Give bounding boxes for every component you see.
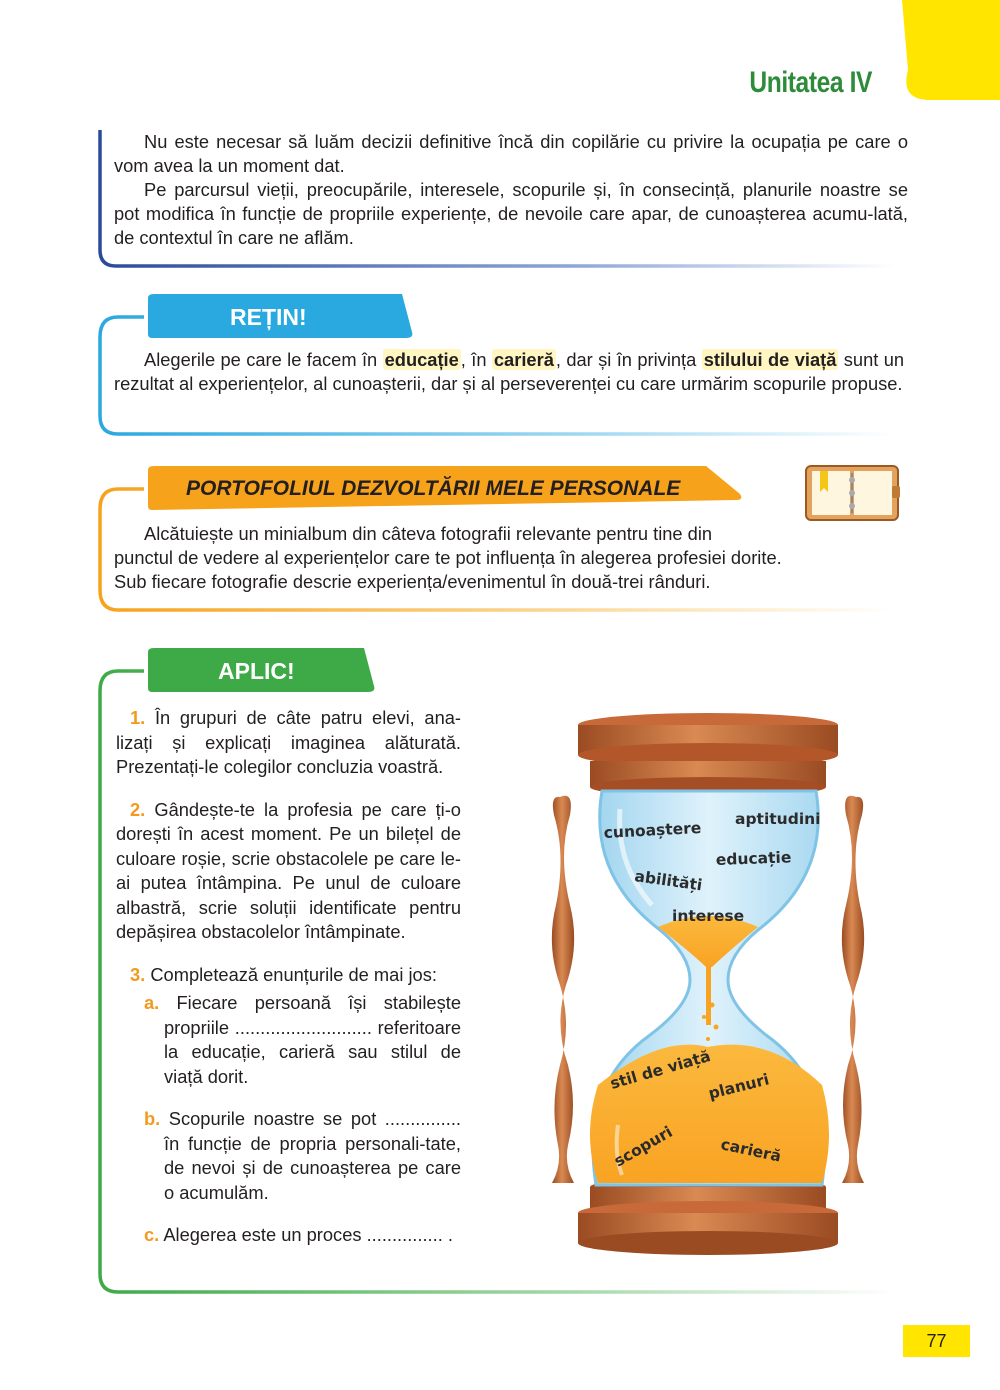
word-scopuri: scopuri: [611, 1122, 676, 1171]
portofoliu-line-2: punctul de vedere al experiențelor care te pot influența în alegerea profesiei dorite.: [114, 547, 782, 568]
word-educatie: educație: [715, 848, 792, 869]
word-stil-de-viata: stil de viață: [608, 1047, 713, 1093]
exercises-column: [116, 706, 461, 1266]
corner-tab: [890, 0, 1000, 100]
word-cunoastere: cunoaștere: [603, 818, 702, 842]
portofoliu-title: PORTOFOLIUL DEZVOLTĂRII MELE PERSONALE: [186, 477, 681, 500]
retin-section: [96, 292, 908, 440]
exercise-3b: [116, 1107, 461, 1205]
word-cariera: carieră: [719, 1135, 783, 1166]
retin-text: , în: [460, 349, 492, 370]
sub-label: c.: [144, 1224, 160, 1245]
exercise-3a: [116, 991, 461, 1089]
retin-title: REȚIN!: [230, 304, 307, 330]
highlight-stil-de-viata: stilului de viață: [703, 349, 837, 370]
highlight-educatie: educație: [384, 349, 459, 370]
unit-title: Unitatea IV: [749, 66, 872, 99]
exercise-3: [116, 963, 461, 988]
retin-text: sunt un rezultat al experiențelor, al cunoașterii, dar și al perseverenței cu care urmărim scopurile propuse.: [114, 349, 905, 394]
exercise-number: 3.: [130, 963, 146, 985]
retin-text: , dar și în privința: [555, 349, 702, 370]
retin-text: Alegerile pe care le facem în: [144, 349, 383, 370]
exercise-2: [116, 798, 461, 945]
portofoliu-section: [96, 464, 908, 616]
exercise-text: În grupuri de câte patru elevi, ana-lizați și explicați imaginea alăturată. Prezentați-le colegilor concluzia voastră.: [116, 707, 461, 777]
retin-paragraph: [114, 348, 904, 396]
intro-paragraph-2: Pe parcursul vieții, preocupările, interesele, scopurile și, în consecință, planurile noastre se pot modifica în funcție de propriile experiențe, de nevoile care apar, de cunoașterea acumu-lată, de contextul în care ne aflăm.: [114, 179, 908, 248]
intro-paragraph-1: Nu este necesar să luăm decizii definitive încă din copilărie cu privire la ocupația pe care o vom avea la un moment dat.: [114, 131, 908, 176]
sub-text: Scopurile noastre se pot ............... în funcție de propria personali-tate, de nevoi și de cunoașterea pe care o acumulăm.: [164, 1108, 461, 1203]
portofoliu-line-3: Sub fiecare fotografie descrie experiența/evenimentul în două-trei rânduri.: [114, 571, 711, 592]
sub-label: a.: [144, 992, 160, 1013]
intro-section: [96, 130, 908, 270]
notebook-icon: [804, 464, 904, 522]
highlight-cariera: carieră: [493, 349, 554, 370]
exercise-1: [116, 706, 461, 780]
word-aptitudini: aptitudini: [735, 810, 821, 828]
page-number: 77: [903, 1325, 970, 1357]
portofoliu-line-1: Alcătuiește un minialbum din câteva fotografii relevante pentru tine din: [144, 523, 713, 544]
word-planuri: planuri: [706, 1070, 772, 1103]
aplic-title: APLIC!: [218, 658, 295, 684]
hourglass-illustration: [540, 705, 875, 1275]
portofoliu-text: [114, 522, 854, 594]
word-abilitati: abilități: [633, 867, 704, 895]
exercise-number: 1.: [130, 707, 146, 728]
sub-text: Alegerea este un proces ............... .: [163, 1224, 453, 1245]
exercise-text: Gândește-te la profesia pe care ți-o dorești în acest moment. Pe un bilețel de culoare roșie, scrie obstacolele pe care le-ai putea întâmpina. Pe unul de culoare albastră, scrie soluții identificate pentru depășirea obstacolelor întâmpinate.: [116, 798, 461, 942]
exercise-text: Completează enunțurile de mai jos:: [150, 963, 437, 985]
sub-text: Fiecare persoană își stabilește propriile ........................... referitoare la educație, carieră sau stilul de viață dorit.: [164, 992, 461, 1087]
word-interese: interese: [672, 907, 745, 925]
exercise-3c: [116, 1223, 461, 1248]
exercise-number: 2.: [130, 798, 146, 820]
sub-label: b.: [144, 1108, 161, 1129]
